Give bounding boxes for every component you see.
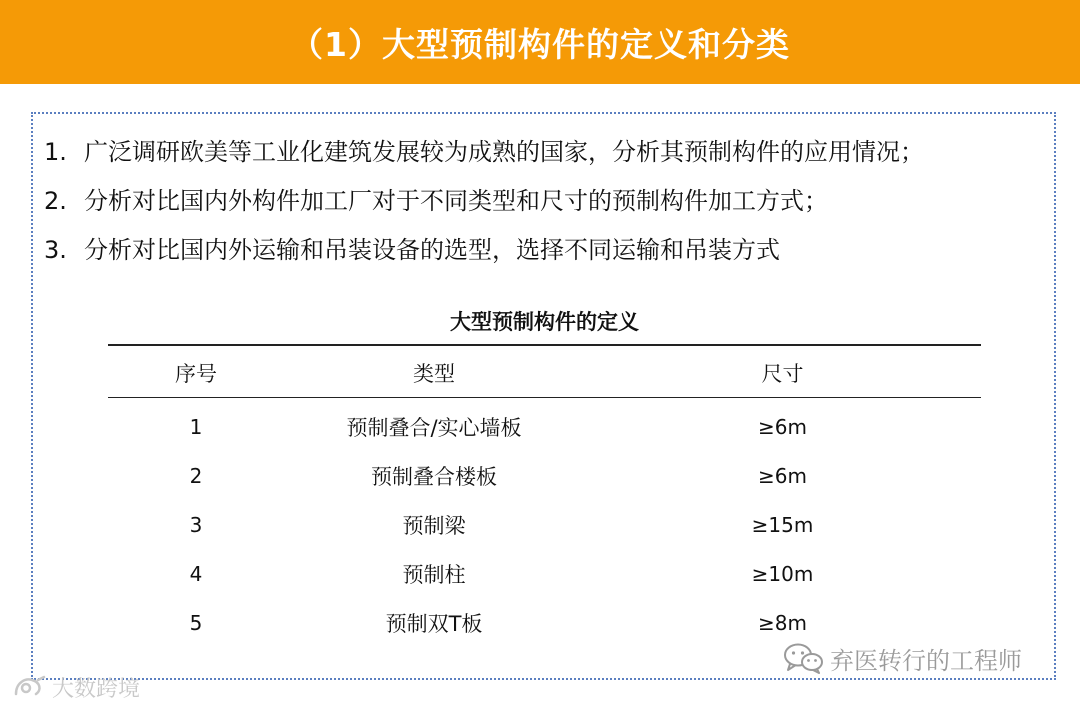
logo-icon [12,674,48,700]
research-points-list [44,128,924,275]
list-item-number: 1. [44,138,67,166]
cell-type: 预制柱 [402,562,466,587]
cell-index: 3 [189,512,203,537]
cell-size: ≥10m [751,561,814,586]
table-row [108,500,981,549]
cell-index: 2 [189,463,203,488]
table-row [108,549,981,598]
cell-size: ≥15m [751,512,814,537]
cell-index: 4 [189,561,203,586]
cell-size: ≥6m [758,414,807,439]
list-item-number: 3. [44,236,67,264]
page-title: （1）大型预制构件的定义和分类 [290,24,790,64]
cell-index: 5 [189,610,203,635]
cell-type: 预制叠合楼板 [371,464,497,489]
cell-type: 预制叠合/实心墙板 [346,415,522,440]
table-header-rule [108,397,981,398]
corner-watermark-text: 大数跨境 [52,676,141,702]
cell-type: 预制梁 [402,513,466,538]
column-header-type: 类型 [413,362,455,386]
list-item-text: 分析对比国内外运输和吊装设备的选型，选择不同运输和吊装方式 [84,236,780,264]
list-item-text: 广泛调研欧美等工业化建筑发展较为成熟的国家，分析其预制构件的应用情况； [84,138,924,166]
table-header-row [108,350,981,396]
wechat-icon [782,642,824,674]
cell-size: ≥6m [758,463,807,488]
cell-type: 预制双T板 [385,611,483,636]
table-row [108,402,981,451]
list-item [44,128,924,177]
list-item [44,177,924,226]
table-top-rule [108,344,981,346]
column-header-size: 尺寸 [761,362,804,386]
cell-index: 1 [189,414,203,439]
corner-watermark [12,672,140,702]
list-item-number: 2. [44,187,67,215]
list-item [44,226,924,275]
watermark-text: 弃医转行的工程师 [830,646,1022,675]
title-bar [0,0,1080,84]
column-header-index: 序号 [175,362,217,386]
wechat-watermark [782,640,1022,676]
cell-size: ≥8m [758,610,807,635]
table-caption: 大型预制构件的定义 [450,310,639,334]
table-row [108,451,981,500]
list-item-text: 分析对比国内外构件加工厂对于不同类型和尺寸的预制构件加工方式； [84,187,828,215]
